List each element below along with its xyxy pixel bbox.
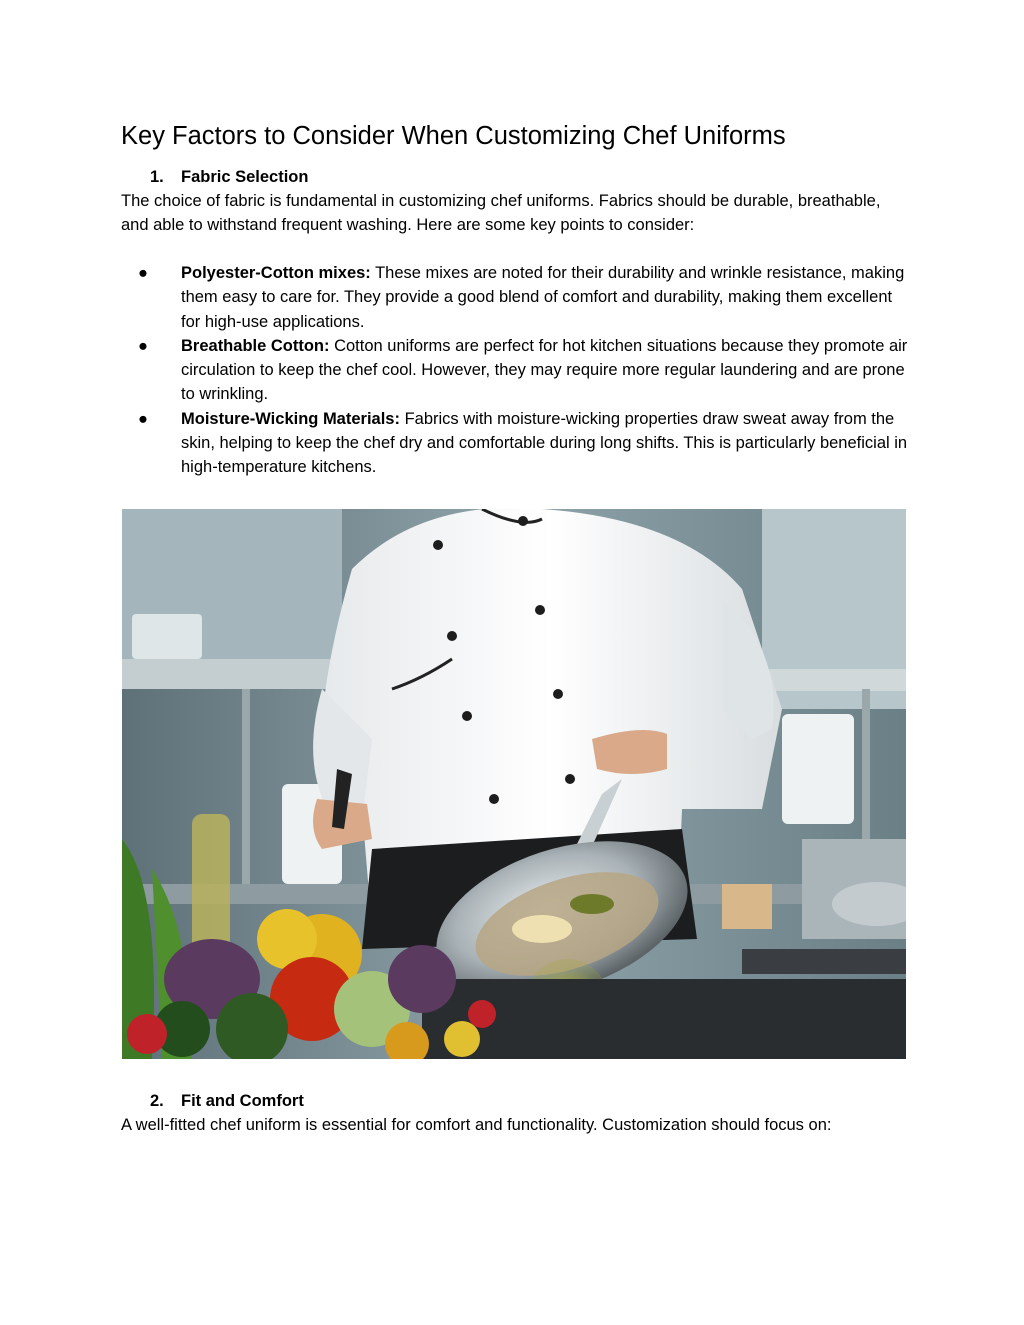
bullet-label: Polyester-Cotton mixes: <box>181 264 371 282</box>
list-item <box>121 334 911 407</box>
chef-illustration <box>122 509 906 1059</box>
bullet-glyph: ● <box>138 409 148 428</box>
page-title: Key Factors to Consider When Customizing Chef Uniforms <box>121 122 786 150</box>
chef-hand <box>592 730 667 774</box>
list-item <box>121 407 911 480</box>
section-intro-fabric: The choice of fabric is fundamental in customizing chef uniforms. Fabrics should be durable, breathable, and able to withstand frequent washing. Here are some key points to consider: <box>121 192 881 235</box>
fabric-bullet-list <box>121 261 911 480</box>
section-heading-fabric-selection <box>150 165 308 189</box>
bullet-glyph: ● <box>138 336 148 355</box>
section-intro-fit: A well-fitted chef uniform is essential for comfort and functionality. Customization should focus on: <box>121 1116 832 1134</box>
bullet-label: Breathable Cotton: <box>181 336 330 355</box>
section-heading-fit-and-comfort <box>150 1089 304 1113</box>
section-number: 2. <box>150 1092 164 1110</box>
section-heading-text: Fabric Selection <box>181 168 309 186</box>
bullet-glyph: ● <box>138 264 148 282</box>
bullet-text: These mixes are noted for their durability and wrinkle resistance, making them easy to care for. They provide a good blend of comfort and durability, making them excellent for high-use applications. <box>181 264 905 331</box>
bullet-text: Fabrics with moisture-wicking properties draw sweat away from the skin, helping to keep the chef dry and comfortable during long shifts. This is particularly beneficial in high-temperature kitchens. <box>181 409 908 477</box>
bullet-label: Moisture-Wicking Materials: <box>181 409 400 428</box>
section-heading-text: Fit and Comfort <box>181 1092 304 1110</box>
oil-bottle <box>192 814 230 954</box>
section-number: 1. <box>150 168 164 186</box>
chef-cooking-photo <box>122 509 906 1059</box>
list-item <box>121 261 911 334</box>
bullet-text: Cotton uniforms are perfect for hot kitchen situations because they promote air circulation to keep the chef cool. However, they may require more regular laundering and are prone to wrinkling. <box>181 336 908 404</box>
